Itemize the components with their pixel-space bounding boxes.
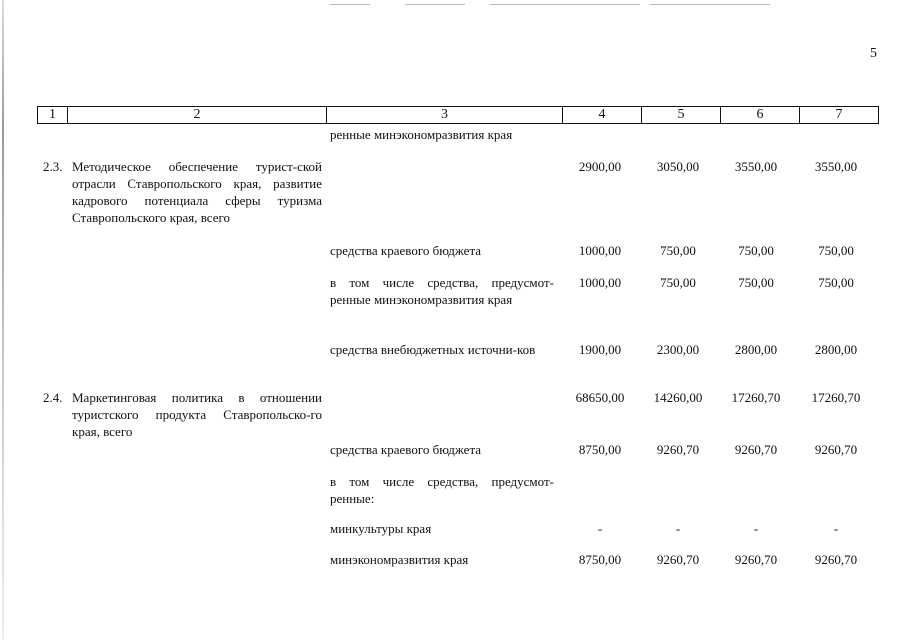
scan-artifact-line (490, 4, 640, 5)
row-1-description: Методическое обеспечение турист-ской отрасли Ставропольского края, развитие кадрового потенциала сферы туризма Ставропольского края, всего (72, 159, 322, 225)
row-5-val-5: 14260,00 (653, 390, 703, 405)
header-col-3: 3 (327, 107, 563, 124)
header-col-2: 2 (68, 107, 327, 124)
header-col-6: 6 (721, 107, 800, 124)
row-5-val-6: 17260,70 (731, 390, 781, 405)
row-0-col3: ренные минэкономразвития края (330, 127, 513, 142)
row-1-number: 2.3. (43, 159, 63, 174)
row-6-val-4: 8750,00 (578, 442, 622, 457)
header-col-5: 5 (642, 107, 721, 124)
row-2-val-6: 750,00 (738, 243, 774, 258)
row-5-number: 2.4. (43, 390, 63, 405)
header-col-1: 1 (38, 107, 68, 124)
row-4-val-5: 2300,00 (656, 342, 700, 357)
row-6-val-5: 9260,70 (656, 442, 700, 457)
row-2-col3: средства краевого бюджета (330, 243, 482, 258)
scan-left-edge (2, 0, 4, 640)
row-6-val-6: 9260,70 (734, 442, 778, 457)
row-3-col3: в том числе средства, предусмот-ренные минэкономразвития края (330, 275, 554, 307)
row-1-val-4: 2900,00 (578, 159, 622, 174)
row-2-val-5: 750,00 (660, 243, 696, 258)
row-3-val-4: 1000,00 (578, 275, 622, 290)
row-9-val-4: 8750,00 (578, 552, 622, 567)
scan-artifact-line (330, 4, 370, 5)
row-6-val-7: 9260,70 (814, 442, 858, 457)
scan-artifact-line (405, 4, 465, 5)
row-8-val-4: - (597, 521, 603, 536)
row-9-val-6: 9260,70 (734, 552, 778, 567)
row-9-val-7: 9260,70 (814, 552, 858, 567)
row-1-val-7: 3550,00 (814, 159, 858, 174)
page-number: 5 (870, 46, 877, 61)
header-col-4: 4 (563, 107, 642, 124)
row-2-val-7: 750,00 (818, 243, 854, 258)
row-5-val-7: 17260,70 (811, 390, 861, 405)
row-9-val-5: 9260,70 (656, 552, 700, 567)
row-5-val-4: 68650,00 (575, 390, 625, 405)
row-3-val-5: 750,00 (660, 275, 696, 290)
row-1-val-6: 3550,00 (734, 159, 778, 174)
row-1-val-5: 3050,00 (656, 159, 700, 174)
scan-artifact-line (650, 4, 770, 5)
row-9-col3: минэкономразвития края (330, 552, 469, 567)
column-header-row (37, 106, 879, 124)
row-8-val-5: - (675, 521, 681, 536)
row-4-val-7: 2800,00 (814, 342, 858, 357)
row-4-val-4: 1900,00 (578, 342, 622, 357)
row-4-col3: средства внебюджетных источни-ков (330, 342, 536, 357)
row-3-val-6: 750,00 (738, 275, 774, 290)
row-8-val-6: - (753, 521, 759, 536)
row-7-col3: в том числе средства, предусмот-ренные: (330, 474, 554, 506)
row-8-val-7: - (833, 521, 839, 536)
row-6-col3: средства краевого бюджета (330, 442, 482, 457)
header-col-7: 7 (800, 107, 879, 124)
row-5-description: Маркетинговая политика в отношении туристского продукта Ставропольско-го края, всего (72, 390, 322, 439)
row-4-val-6: 2800,00 (734, 342, 778, 357)
row-2-val-4: 1000,00 (578, 243, 622, 258)
row-8-col3: минкультуры края (330, 521, 432, 536)
row-3-val-7: 750,00 (818, 275, 854, 290)
